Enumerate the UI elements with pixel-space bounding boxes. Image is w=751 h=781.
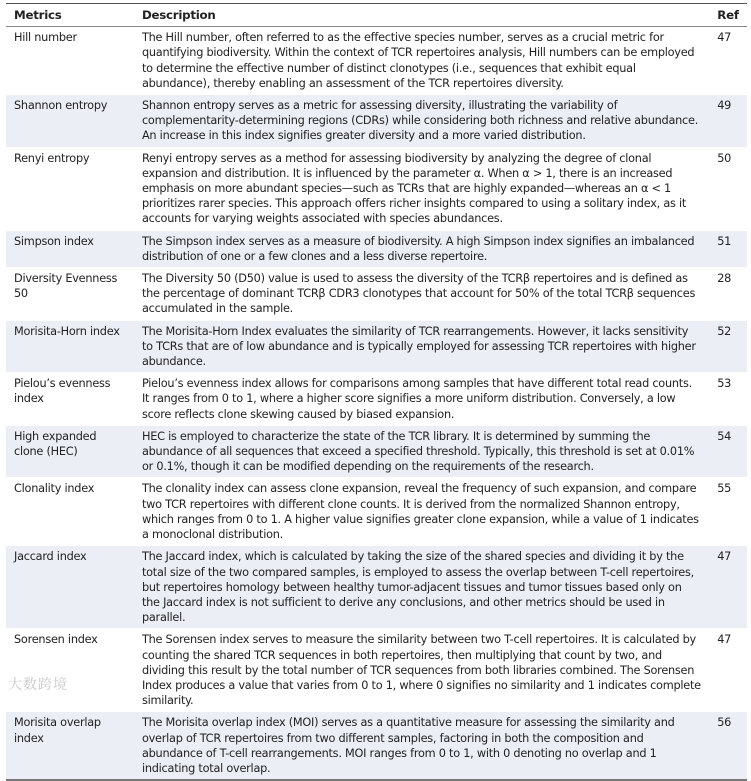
description-cell: The Hill number, often referred to as the effective species number, serves as a crucial metric for quantifying biodiversity. Within the context of TCR repertoires analysis, Hill numbers can be employed to determine the effective number of distinct clonotypes (i.e., sequences that exhibit equal abundance), thereby enabling an assessment of the TCR repertoires diversity. [134, 27, 709, 95]
table-row [6, 425, 747, 478]
table-row [6, 27, 747, 95]
description-cell: The Morisita overlap index (MOI) serves as a quantitative measure for assessing the similarity and overlap of TCR repertoires from two different samples, factoring in both the composition and abundance of T-cell rearrangements. MOI ranges from 0 to 1, with 0 denoting no overlap and 1 indicating total overlap. [134, 712, 709, 780]
description-cell: The Jaccard index, which is calculated by taking the size of the shared species and dividing it by the total size of the two compared samples, is employed to assess the overlap between T-cell repertoires, but repertoires homology between healthy tumor-adjacent tissues and tumor tissues based only on the Jaccard index is not sufficient to derive any conclusions, and other metrics should be used in parallel. [134, 546, 709, 629]
metric-cell: Shannon entropy [6, 95, 134, 148]
ref-cell: 53 [709, 373, 747, 426]
metric-cell: Hill number [6, 27, 134, 95]
metric-cell: Morisita overlap index [6, 712, 134, 780]
table-row [6, 95, 747, 148]
description-cell: Shannon entropy serves as a metric for assessing diversity, illustrating the variability of complementarity-determining regions (CDRs) while considering both richness and relative abundance. An increase in this index signifies greater diversity and a more varied distribution. [134, 95, 709, 148]
ref-cell: 50 [709, 147, 747, 230]
metric-cell: Clonality index [6, 478, 134, 546]
metrics-table [6, 3, 747, 781]
description-cell: The Diversity 50 (D50) value is used to assess the diversity of the TCRβ repertoires and is defined as the percentage of dominant TCRβ CDR3 clonotypes that account for 50% of the total TCRβ sequences accumulated in the sample. [134, 268, 709, 321]
header-description: Description [134, 4, 709, 27]
description-cell: The Morisita-Horn Index evaluates the similarity of TCR rearrangements. However, it lacks sensitivity to TCRs that are of low abundance and is typically employed for assessing TCR repertoires with higher abundance. [134, 320, 709, 373]
ref-cell: 47 [709, 629, 747, 712]
table-row [6, 629, 747, 712]
header-metrics: Metrics [6, 4, 134, 27]
ref-cell: 47 [709, 27, 747, 95]
table-header-row [6, 4, 747, 27]
metric-cell: Simpson index [6, 230, 134, 267]
metric-cell: High expanded clone (HEC) [6, 425, 134, 478]
description-cell: The Sorensen index serves to measure the similarity between two T-cell repertoires. It is calculated by counting the shared TCR sequences in both repertoires, then multiplying that count by two, and dividing this result by the total number of TCR sequences from both libraries combined. The Sorensen Index produces a value that varies from 0 to 1, where 0 signifies no similarity and 1 indicates complete similarity. [134, 629, 709, 712]
metric-cell: Morisita-Horn index [6, 320, 134, 373]
table-row [6, 230, 747, 267]
ref-cell: 52 [709, 320, 747, 373]
ref-cell: 28 [709, 268, 747, 321]
ref-cell: 56 [709, 712, 747, 780]
table-row [6, 478, 747, 546]
table-row [6, 268, 747, 321]
ref-cell: 47 [709, 546, 747, 629]
metric-cell: Jaccard index [6, 546, 134, 629]
description-cell: HEC is employed to characterize the state of the TCR library. It is determined by summing the abundance of all sequences that exceed a specified threshold. Typically, this threshold is set at 0.01% or 0.1%, though it can be modified depending on the requirements of the research. [134, 425, 709, 478]
header-ref: Ref [709, 4, 747, 27]
description-cell: Renyi entropy serves as a method for assessing biodiversity by analyzing the degree of clonal expansion and distribution. It is influenced by the parameter α. When α > 1, there is an increased emphasis on more abundant species—such as TCRs that are highly expanded—whereas an α < 1 prioritizes rarer species. This approach offers richer insights compared to using a solitary index, as it accounts for varying weights associated with species abundances. [134, 147, 709, 230]
table-row [6, 546, 747, 629]
ref-cell: 49 [709, 95, 747, 148]
description-cell: The Simpson index serves as a measure of biodiversity. A high Simpson index signifies an imbalanced distribution of one or a few clones and a less diverse repertoire. [134, 230, 709, 267]
ref-cell: 55 [709, 478, 747, 546]
ref-cell: 51 [709, 230, 747, 267]
ref-cell: 54 [709, 425, 747, 478]
metric-cell: Renyi entropy [6, 147, 134, 230]
metric-cell: Sorensen index [6, 629, 134, 712]
metric-cell: Diversity Evenness 50 [6, 268, 134, 321]
table-row [6, 373, 747, 426]
metric-cell: Pielou’s evenness index [6, 373, 134, 426]
table-row [6, 712, 747, 780]
table-row [6, 320, 747, 373]
table-row [6, 147, 747, 230]
watermark: 大数跨境 [8, 677, 68, 693]
description-cell: The clonality index can assess clone expansion, reveal the frequency of such expansion, and compare two TCR repertoires with different clone counts. It is derived from the normalized Shannon entropy, which ranges from 0 to 1. A higher value signifies greater clone expansion, while a value of 1 indicates a monoclonal distribution. [134, 478, 709, 546]
description-cell: Pielou’s evenness index allows for comparisons among samples that have different total read counts. It ranges from 0 to 1, where a higher score signifies a more uniform distribution. Conversely, a low score reflects clone skewing caused by biased expansion. [134, 373, 709, 426]
